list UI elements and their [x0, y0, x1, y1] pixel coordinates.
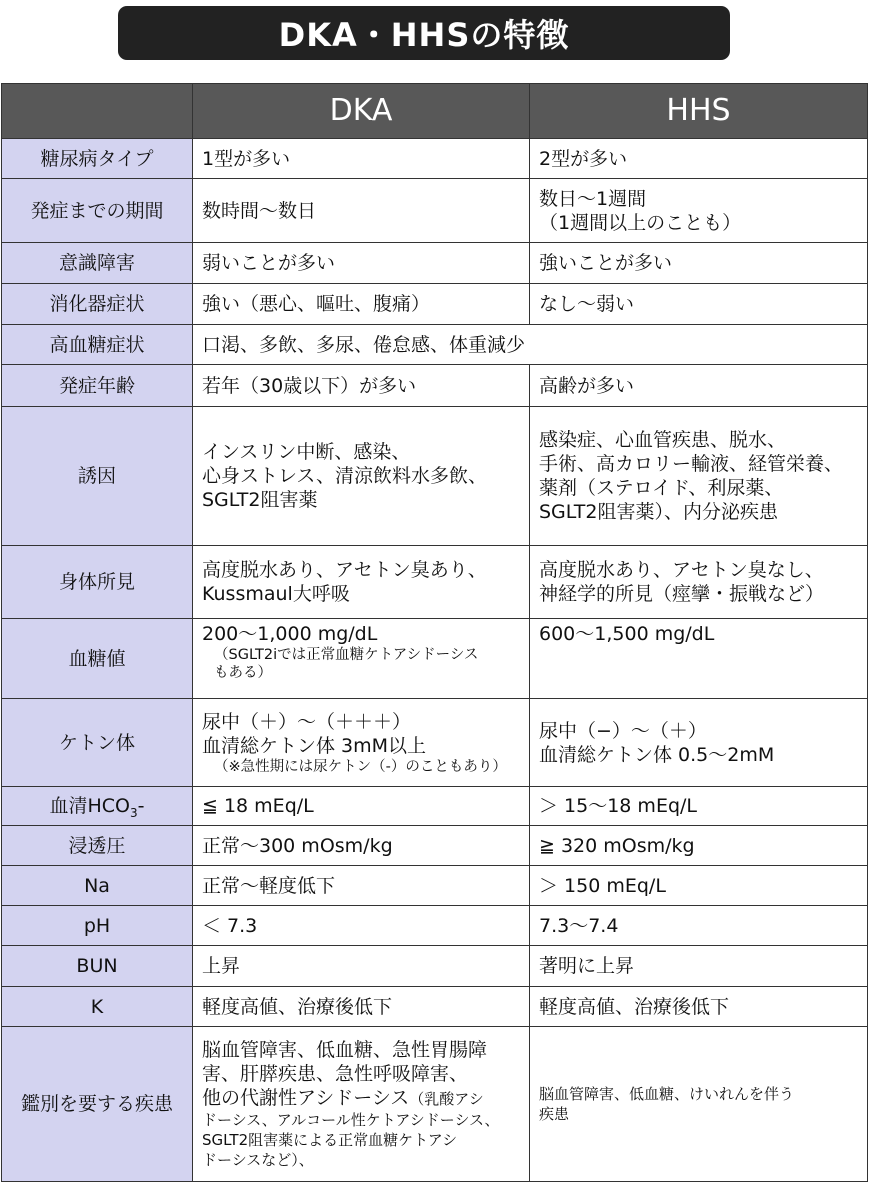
table-row	[2, 1027, 868, 1182]
row-label: ケトン体	[2, 699, 193, 787]
dka-cell	[193, 546, 530, 619]
row-label: 身体所見	[2, 546, 193, 619]
dka-line: 200〜1,000 mg/dL	[202, 623, 378, 645]
table-row	[2, 365, 868, 407]
hhs-line: 感染症、心血管疾患、脱水、	[539, 429, 787, 451]
table-row	[2, 619, 868, 699]
hhs-cell: 600〜1,500 mg/dL	[530, 619, 868, 699]
dka-small-line: ドーシス、アルコール性ケトアシドーシス、	[202, 1111, 500, 1129]
table-row	[2, 139, 868, 179]
dka-line: 尿中（＋）〜（＋＋＋）	[202, 710, 412, 733]
header-hhs: HHS	[530, 84, 868, 139]
hhs-cell: 高齢が多い	[530, 365, 868, 407]
dka-line: SGLT2阻害薬	[202, 489, 318, 511]
row-label: 意識障害	[2, 243, 193, 284]
table-row	[2, 946, 868, 987]
table-row	[2, 699, 868, 787]
page-title: DKA・HHSの特徴	[118, 6, 730, 60]
dka-cell	[193, 699, 530, 787]
hhs-cell: 強いことが多い	[530, 243, 868, 284]
hhs-line: 脳血管障害、低血糖、けいれんを伴う	[539, 1085, 795, 1103]
hhs-cell	[530, 407, 868, 546]
dka-cell: 軽度高値、治療後低下	[193, 987, 530, 1027]
dka-line: 血清総ケトン体 3mM以上	[202, 734, 427, 757]
dka-cell: 正常〜300 mOsm/kg	[193, 826, 530, 866]
row-label: 誘因	[2, 407, 193, 546]
dka-line: 高度脱水あり、アセトン臭あり、	[202, 559, 487, 581]
table-row	[2, 407, 868, 546]
dka-cell: 弱いことが多い	[193, 243, 530, 284]
row-label: 血糖値	[2, 619, 193, 699]
hhs-cell: ＞ 15〜18 mEq/L	[530, 787, 868, 826]
merged-cell: 口渇、多飲、多尿、倦怠感、体重減少	[193, 325, 868, 365]
table-row	[2, 987, 868, 1027]
row-label: 鑑別を要する疾患	[2, 1027, 193, 1182]
hhs-line: 尿中（−）〜（＋）	[539, 719, 707, 742]
dka-note: （※急性期には尿ケトン（-）のこともあり）	[214, 758, 507, 775]
row-label: pH	[2, 906, 193, 946]
hhs-cell	[530, 179, 868, 243]
hhs-cell: 7.3〜7.4	[530, 906, 868, 946]
dka-cell	[193, 407, 530, 546]
row-label: 発症までの期間	[2, 179, 193, 243]
row-label: 発症年齢	[2, 365, 193, 407]
dka-cell: 上昇	[193, 946, 530, 987]
table-row	[2, 826, 868, 866]
label-suffix: -	[137, 795, 145, 817]
table-row	[2, 179, 868, 243]
hhs-line: 数日〜1週間	[539, 187, 647, 210]
dka-cell: 1型が多い	[193, 139, 530, 179]
hhs-cell: なし〜弱い	[530, 284, 868, 325]
hhs-cell: ≧ 320 mOsm/kg	[530, 826, 868, 866]
label-subscript: 3	[130, 805, 138, 820]
hhs-line: 神経学的所見（痙攣・振戦など）	[539, 583, 825, 605]
row-label: 消化器症状	[2, 284, 193, 325]
comparison-table	[1, 83, 868, 1182]
row-label: 浸透圧	[2, 826, 193, 866]
dka-cell: 正常〜軽度低下	[193, 866, 530, 906]
table-row	[2, 906, 868, 946]
hhs-cell: ＞ 150 mEq/L	[530, 866, 868, 906]
hhs-line: 手術、高カロリー輸液、経管栄養、	[539, 453, 844, 475]
hhs-cell: 著明に上昇	[530, 946, 868, 987]
header-dka: DKA	[193, 84, 530, 139]
dka-small-text: （乳酸アシ	[409, 1090, 484, 1108]
row-label	[2, 787, 193, 826]
dka-small-line: SGLT2阻害薬による正常血糖ケトアシ	[202, 1131, 458, 1149]
table-row	[2, 325, 868, 365]
row-label: K	[2, 987, 193, 1027]
dka-small-line: ドーシスなど）、	[202, 1151, 314, 1169]
dka-line: 脳血管障害、低血糖、急性胃腸障	[202, 1039, 488, 1061]
dka-cell: ＜ 7.3	[193, 906, 530, 946]
dka-cell: ≦ 18 mEq/L	[193, 787, 530, 826]
hhs-line: （1週間以上のことも）	[539, 211, 742, 234]
dka-cell: 数時間〜数日	[193, 179, 530, 243]
dka-line: インスリン中断、感染、	[202, 441, 411, 463]
table-header-row	[2, 84, 868, 139]
dka-text: 他の代謝性アシドーシス	[202, 1087, 410, 1109]
row-label: Na	[2, 866, 193, 906]
label-text: 血清HCO	[49, 795, 130, 817]
dka-line	[202, 1086, 520, 1110]
hhs-cell	[530, 546, 868, 619]
hhs-cell: 2型が多い	[530, 139, 868, 179]
header-corner	[2, 84, 193, 139]
dka-line: 心身ストレス、清涼飲料水多飲、	[202, 465, 488, 487]
hhs-cell: 軽度高値、治療後低下	[530, 987, 868, 1027]
hhs-line: 疾患	[539, 1105, 570, 1123]
hhs-cell	[530, 699, 868, 787]
hhs-line: SGLT2阻害薬）、内分泌疾患	[539, 501, 778, 523]
row-label: BUN	[2, 946, 193, 987]
hhs-line: 高度脱水あり、アセトン臭なし、	[539, 559, 824, 581]
hhs-line: 薬剤（ステロイド、利尿薬、	[539, 477, 784, 499]
hhs-line: 血清総ケトン体 0.5〜2mM	[539, 743, 775, 766]
dka-cell: 若年（30歳以下）が多い	[193, 365, 530, 407]
dka-note: （SGLT2iでは正常血糖ケトアシドーシス	[214, 647, 479, 663]
hhs-cell	[530, 1027, 868, 1182]
dka-cell: 強い（悪心、嘔吐、腹痛）	[193, 284, 530, 325]
table-row	[2, 787, 868, 826]
table-row	[2, 866, 868, 906]
row-label: 高血糖症状	[2, 325, 193, 365]
dka-cell	[193, 1027, 530, 1182]
dka-line: Kussmaul大呼吸	[202, 583, 350, 605]
table-row	[2, 546, 868, 619]
table-row	[2, 284, 868, 325]
dka-note: もある）	[214, 665, 272, 681]
row-label: 糖尿病タイプ	[2, 139, 193, 179]
dka-line: 害、肝膵疾患、急性呼吸障害、	[202, 1063, 469, 1085]
table-row	[2, 243, 868, 284]
dka-cell	[193, 619, 530, 699]
